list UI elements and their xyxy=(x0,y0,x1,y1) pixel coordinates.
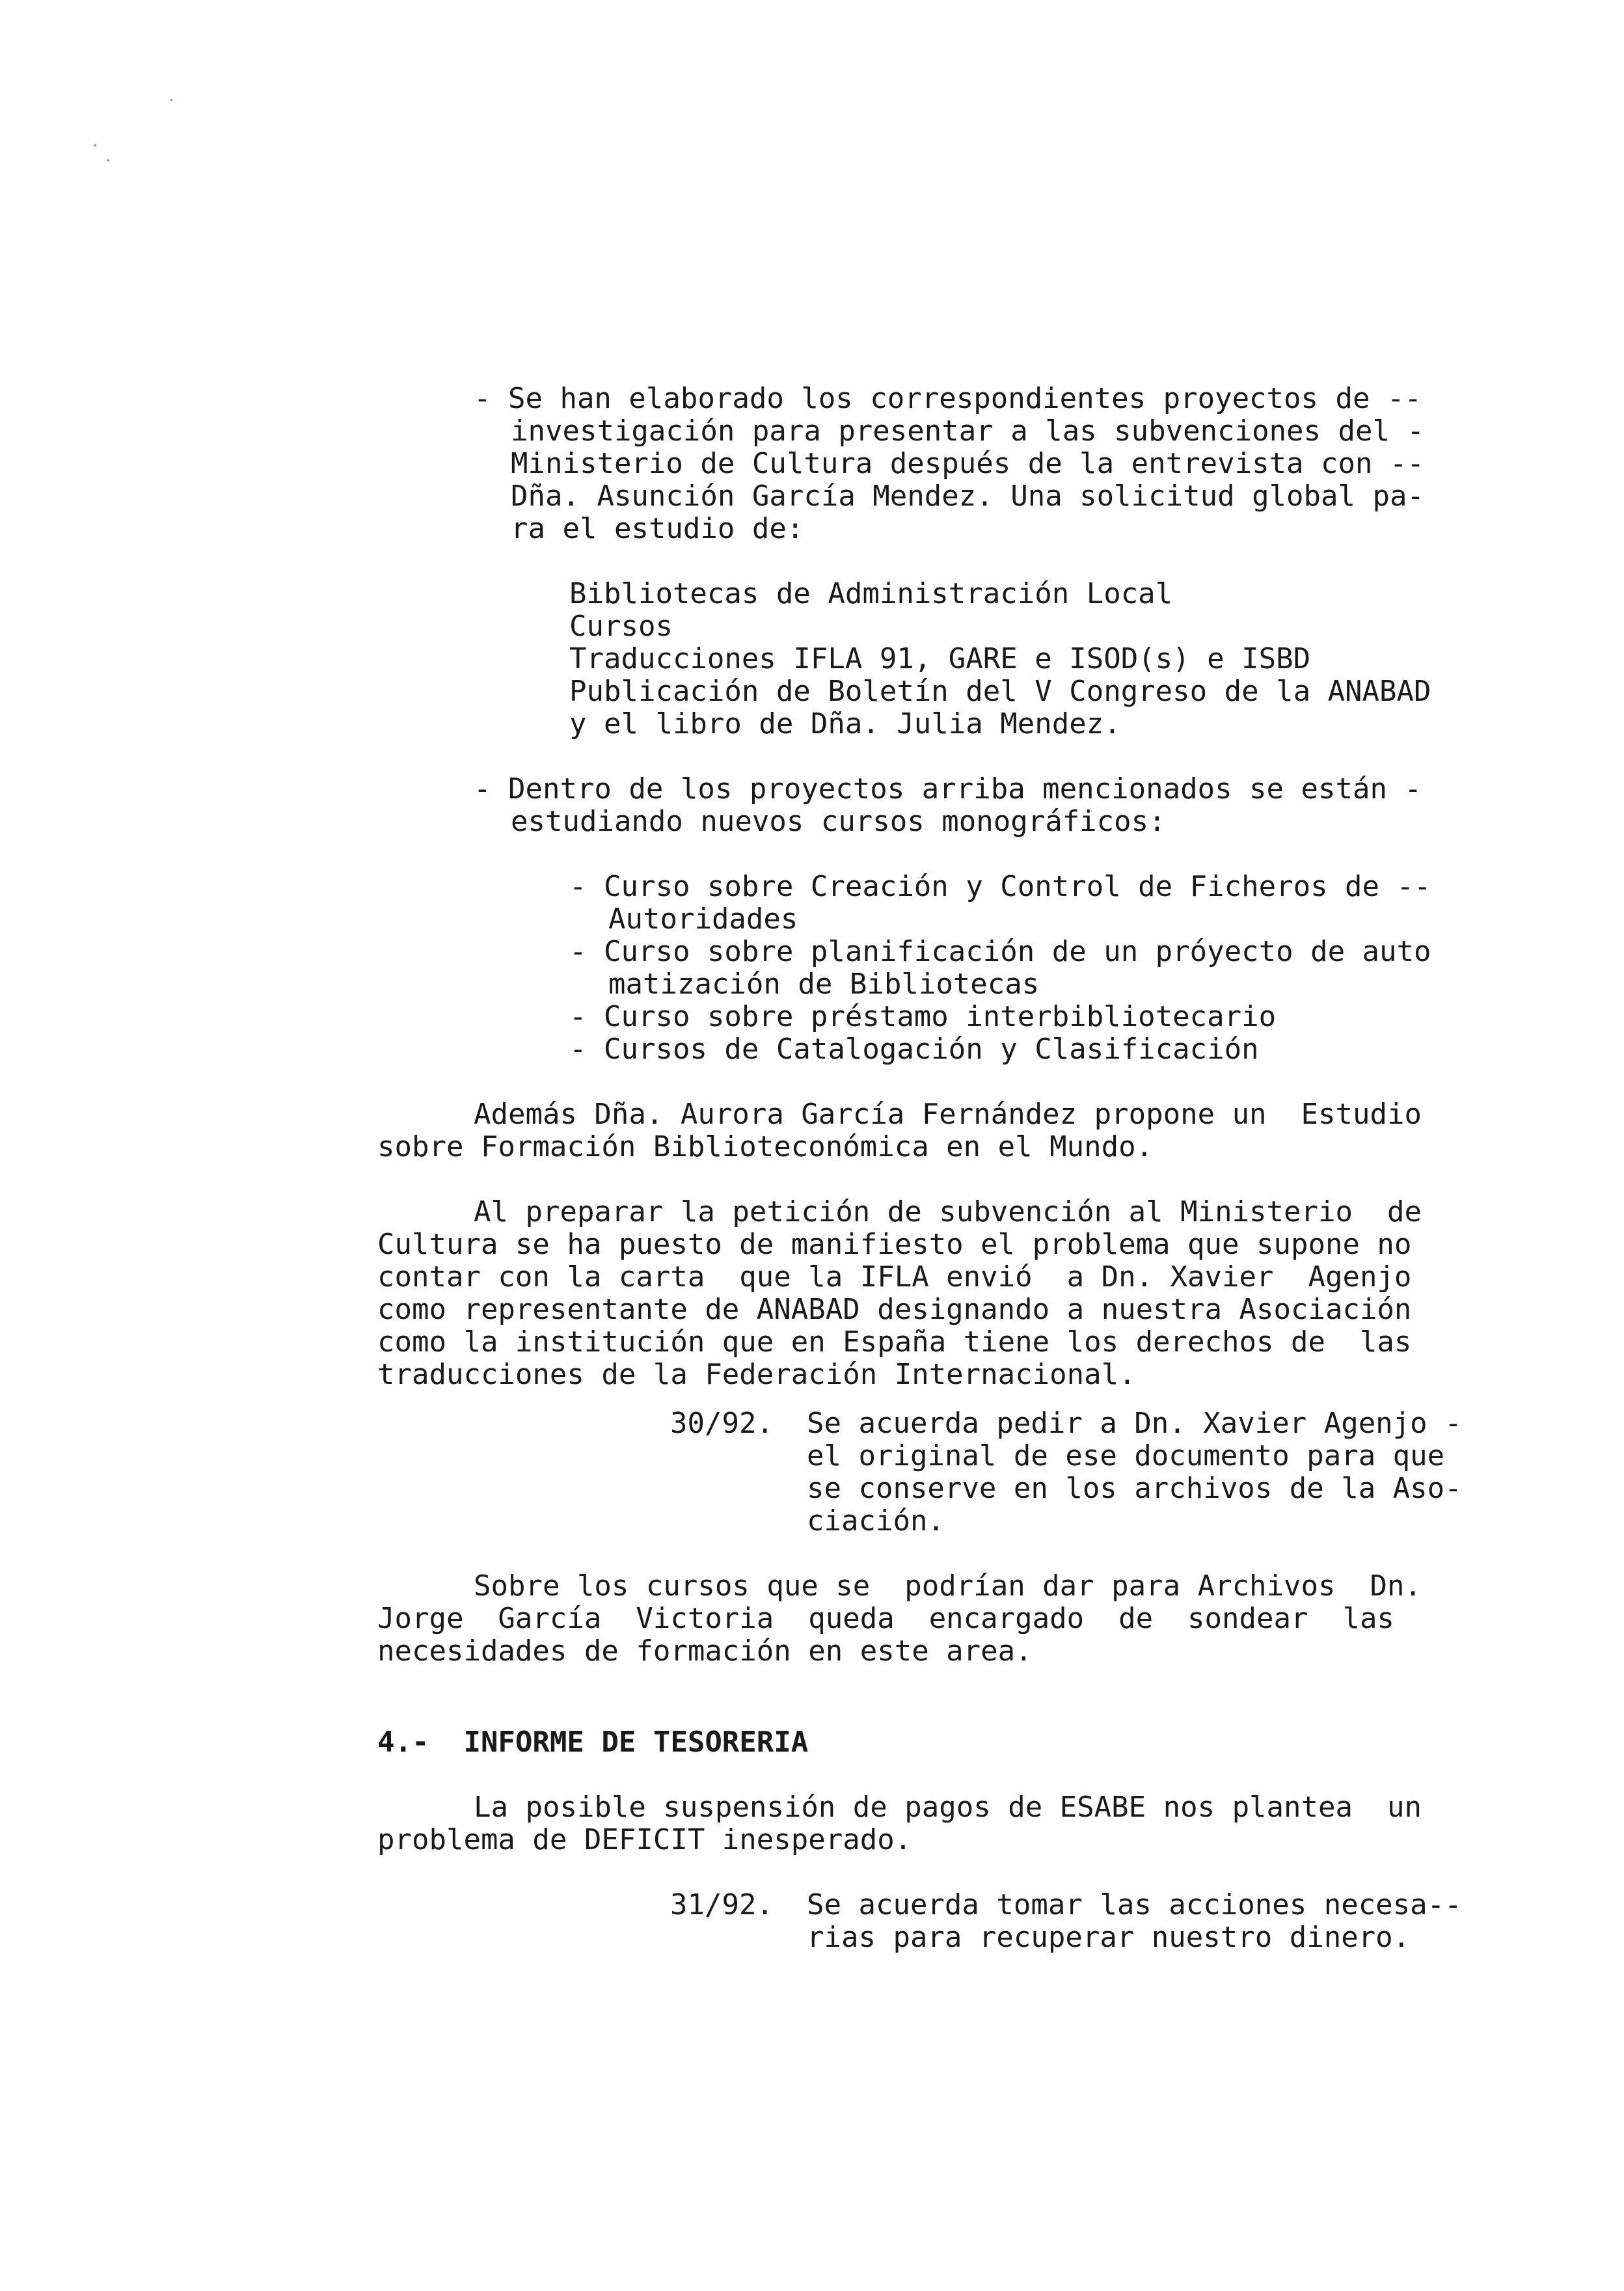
paragraph-line: como representante de ANABAD designando a nuestra Asociación xyxy=(377,1293,1412,1326)
agreement-line: Se acuerda pedir a Dn. Xavier Agenjo - xyxy=(807,1407,1462,1440)
course-item: - Curso sobre planificación de un próyecto de auto xyxy=(569,935,1431,968)
agreement-line: se conserve en los archivos de la Aso- xyxy=(807,1472,1462,1505)
paragraph-line: Al preparar la petición de subvención al Ministerio de xyxy=(474,1195,1422,1228)
bullet2-line: - Dentro de los proyectos arriba mencionados se están - xyxy=(474,772,1422,806)
bullet1-line: Dña. Asunción García Mendez. Una solicitud global pa- xyxy=(511,480,1424,513)
agreement-line: rias para recuperar nuestro dinero. xyxy=(807,1921,1411,1954)
paragraph-line: Sobre los cursos que se podrían dar para Archivos Dn. xyxy=(474,1569,1422,1603)
study-item: Bibliotecas de Administración Local xyxy=(569,577,1173,610)
paragraph-line: como la institución que en España tiene los derechos de las xyxy=(377,1325,1412,1359)
agreement-line: ciación. xyxy=(807,1504,945,1538)
scan-speck xyxy=(94,144,96,146)
agreement-line: Se acuerda tomar las acciones necesa-- xyxy=(807,1888,1462,1921)
paragraph-line: La posible suspensión de pagos de ESABE nos plantea un xyxy=(474,1791,1422,1824)
bullet1-line: Ministerio de Cultura después de la entrevista con -- xyxy=(511,447,1424,480)
paragraph-line: Jorge García Victoria queda encargado de sondear las xyxy=(377,1602,1394,1635)
course-item: Autoridades xyxy=(608,902,798,936)
study-item: Cursos xyxy=(569,610,673,643)
study-item: y el libro de Dña. Julia Mendez. xyxy=(569,707,1121,740)
agreement-number: 31/92. xyxy=(670,1888,774,1921)
scan-speck xyxy=(107,159,109,161)
course-item: - Curso sobre Creación y Control de Ficheros de -- xyxy=(569,870,1431,903)
section-heading: 4.- INFORME DE TESORERIA xyxy=(377,1726,809,1759)
agreement-number: 30/92. xyxy=(670,1407,774,1440)
agreement-line: el original de ese documento para que xyxy=(807,1439,1445,1472)
course-item: matización de Bibliotecas xyxy=(608,968,1040,1001)
scan-speck xyxy=(170,99,172,101)
bullet1-line: - Se han elaborado los correspondientes proyectos de -- xyxy=(474,382,1422,415)
course-item: - Curso sobre préstamo interbibliotecario xyxy=(569,1000,1277,1033)
paragraph-line: problema de DEFICIT inesperado. xyxy=(377,1823,912,1856)
bullet2-line: estudiando nuevos cursos monográficos: xyxy=(511,805,1166,838)
course-item: - Cursos de Catalogación y Clasificación xyxy=(569,1033,1259,1066)
paragraph-line: necesidades de formación en este area. xyxy=(377,1634,1033,1668)
bullet1-line: ra el estudio de: xyxy=(511,512,804,545)
paragraph-line: contar con la carta que la IFLA envió a Dn. Xavier Agenjo xyxy=(377,1260,1412,1294)
study-item: Traducciones IFLA 91, GARE e ISOD(s) e ISBD xyxy=(569,642,1311,675)
paragraph-line: sobre Formación Biblioteconómica en el Mundo. xyxy=(377,1130,1154,1163)
paragraph-line: traducciones de la Federación Internacional. xyxy=(377,1358,1136,1391)
study-item: Publicación de Boletín del V Congreso de la ANABAD xyxy=(569,675,1431,708)
bullet1-line: investigación para presentar a las subvenciones del - xyxy=(511,414,1424,448)
paragraph-line: Cultura se ha puesto de manifiesto el problema que supone no xyxy=(377,1228,1412,1261)
paragraph-line: Además Dña. Aurora García Fernández propone un Estudio xyxy=(474,1098,1422,1131)
